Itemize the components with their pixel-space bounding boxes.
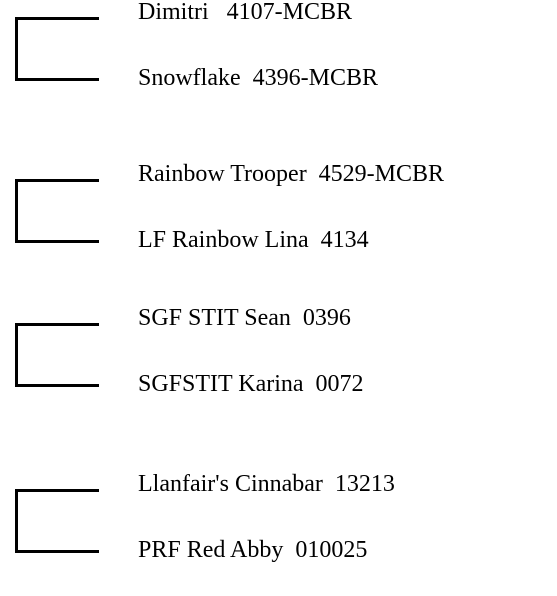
pair-bracket [15, 17, 99, 81]
sire-name: Dimitri 4107-MCBR [138, 0, 353, 25]
dam-name: SGFSTIT Karina 0072 [138, 371, 364, 397]
pedigree-pair [0, 471, 557, 563]
sire-name: Llanfair's Cinnabar 13213 [138, 471, 395, 497]
dam-name: Snowflake 4396-MCBR [138, 65, 378, 91]
dam-name: LF Rainbow Lina 4134 [138, 227, 369, 253]
pair-bracket [15, 489, 99, 553]
pedigree-pair [0, 305, 557, 397]
sire-name: Rainbow Trooper 4529-MCBR [138, 161, 445, 187]
pedigree-pair [0, 161, 557, 253]
sire-name: SGF STIT Sean 0396 [138, 305, 351, 331]
pedigree-pair [0, 0, 557, 91]
dam-name: PRF Red Abby 010025 [138, 537, 368, 563]
pair-bracket [15, 179, 99, 243]
pair-bracket [15, 323, 99, 387]
